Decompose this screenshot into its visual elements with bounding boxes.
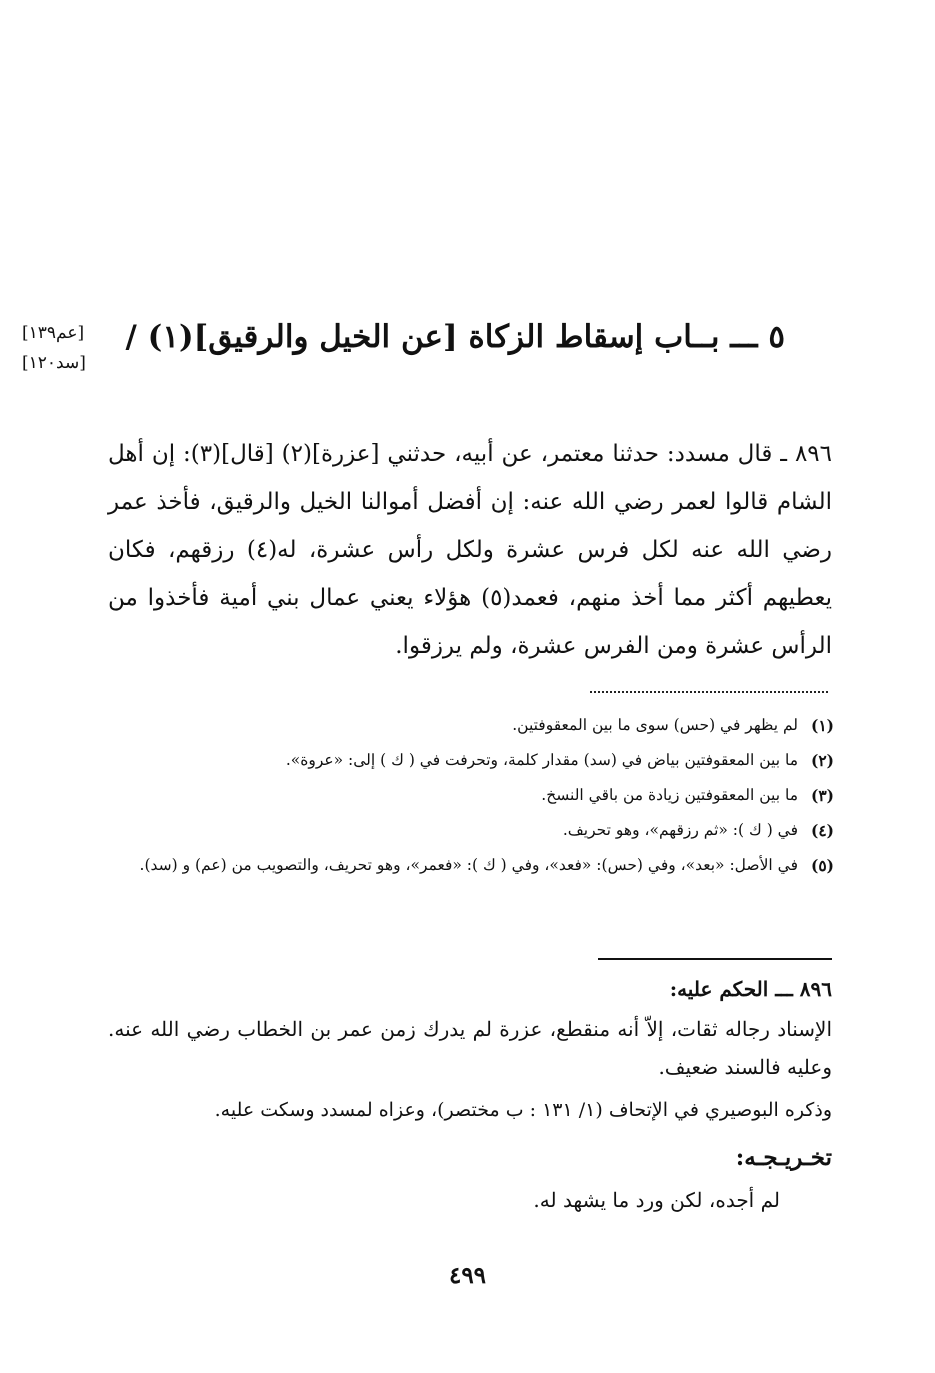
margin-ref-sad: [سد١٢٠] xyxy=(22,353,86,373)
footnote-item xyxy=(108,778,834,813)
footnote-separator xyxy=(590,691,828,695)
hadith-text xyxy=(108,430,832,670)
footnote-text: لم يظهر في (حس) سوى ما بين المعقوفتين. xyxy=(512,716,798,734)
section-divider xyxy=(598,958,832,960)
takhrij-body: لم أجده، لكن ورد ما يشهد له. xyxy=(533,1188,780,1212)
footnote-text: ما بين المعقوفتين زيادة من باقي النسخ. xyxy=(541,786,798,804)
footnote-item xyxy=(108,708,834,743)
chapter-title: ٥ ـــ بــاب إسقاط الزكاة [عن الخيل والرقيق](١) / xyxy=(125,319,785,355)
footnote-item xyxy=(108,848,834,883)
footnote-text: ما بين المعقوفتين بياض في (سد) مقدار كلمة، وتحرفت في ( ك ) إلى: «عروة». xyxy=(285,751,798,769)
footnotes xyxy=(108,708,834,883)
takhrij-heading: تخـريـجـه: xyxy=(735,1144,832,1171)
ruling-section xyxy=(108,968,832,1220)
footnote-number: (٤) xyxy=(810,821,834,840)
margin-ref-am: [عم١٣٩] xyxy=(22,323,85,343)
footnote-number: (١) xyxy=(810,716,834,735)
ruling-heading: ٨٩٦ ـــ الحكم عليه: xyxy=(669,977,832,1001)
margin-references xyxy=(22,318,112,378)
footnote-number: (٢) xyxy=(810,751,834,770)
ruling-body: الإسناد رجاله ثقات، إلاّ أنه منقطع، عزرة لم يدرك زمن عمر بن الخطاب رضي الله عنه. وعليه فالسند ضعيف. xyxy=(108,1017,832,1079)
footnote-text: في ( ك ): «ثم رزقهم»، وهو تحريف. xyxy=(562,821,798,839)
footnote-text: في الأصل: «بعد»، وفي (حس): «فعد»، وفي ( ك ): «فعمر»، وهو تحريف، والتصويب من (عم) و (سد). xyxy=(139,856,798,874)
footnote-number: (٣) xyxy=(810,786,834,805)
footnote-number: (٥) xyxy=(810,856,834,875)
page-number: ٤٩٩ xyxy=(448,1262,487,1289)
footnote-item xyxy=(108,813,834,848)
ruling-note: وذكره البوصيري في الإتحاف (١/ ١٣١ : ب مختصر)، وعزاه لمسدد وسكت عليه. xyxy=(214,1099,832,1121)
footnote-item xyxy=(108,743,834,778)
hadith-paragraph: ٨٩٦ ـ قال مسدد: حدثنا معتمر، عن أبيه، حدثني [عزرة](٢) [قال](٣): إن أهل الشام قالوا لعمر رضي الله عنه: إن أفضل أموالنا الخيل والرقيق، فأخذ عمر رضي الله عنه لكل فرس عشرة ولكل رأس عشرة، له(٤) رزقهم، فكان يعطيهم أكثر مما أخذ منهم، فعمد(٥) هؤلاء يعني عمال بني أمية فأخذوا من الرأس عشرة ومن الفرس عشرة، ولم يرزقوا. xyxy=(108,441,833,659)
